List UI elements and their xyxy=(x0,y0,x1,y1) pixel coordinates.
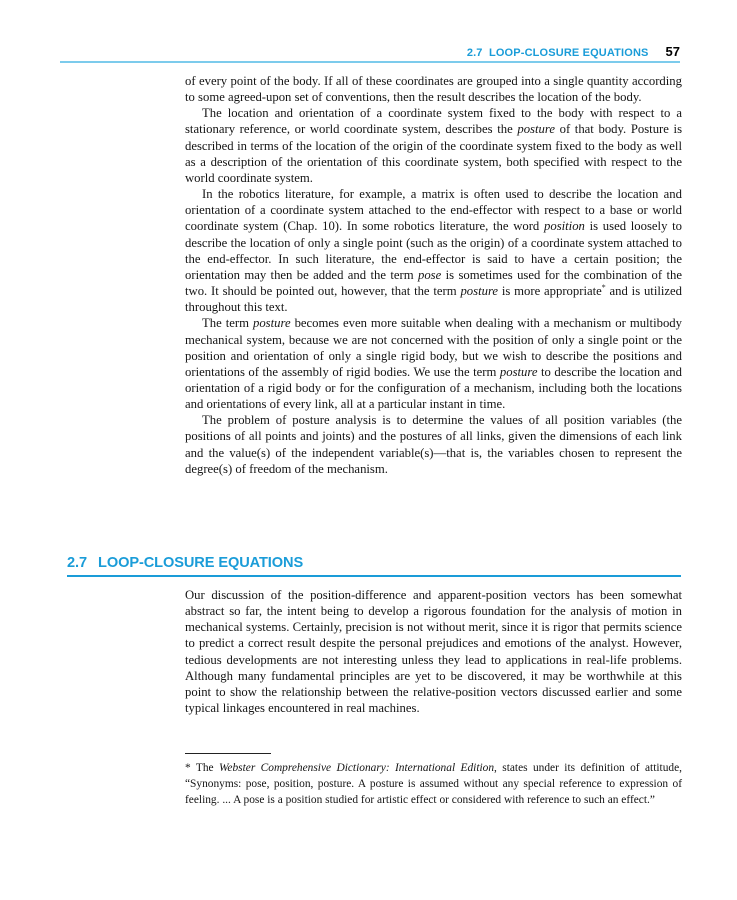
paragraph: The problem of posture analysis is to determine the values of all position variables (the positions of all points and joints) and the postures of all links, given the dimensions of each link and the value(s) of the independent variable(s)—that is, the variables chosen to represent the degree(s) of freedom of the mechanism. xyxy=(185,413,682,476)
section-number: 2.7 xyxy=(67,555,87,571)
body-text-column xyxy=(185,73,682,477)
paragraph: In the robotics literature, for example, a matrix is often used to describe the location and orientation of a coordinate system attached to the end-effector with respect to a base or world coordinate system (Chap. 10). In some robotics literature, the word position is used loosely to describe the location of only a single point (such as the origin) of a coordinate system attached to the end-effector. In such literature, the end-effector is said to have a certain position; the orientation may then be added and the term pose is sometimes used for the combination of the two. It should be pointed out, however, that the term posture is more appropriate* and is utilized throughout this text. xyxy=(185,187,683,315)
footnote-text: * The Webster Comprehensive Dictionary: International Edition, states under its definition of attitude, “Synonyms: pose, position, posture. A posture is assumed without any special reference to expression of feeling. ... A pose is a position studied for artistic effect or considered with reference to such an effect.” xyxy=(185,762,682,806)
footnote-rule xyxy=(185,753,271,754)
page-number: 57 xyxy=(665,44,680,59)
footnote xyxy=(185,753,682,808)
paragraph: Our discussion of the position-difference and apparent-position vectors has been somewhat abstract so far, the intent being to develop a rigorous foundation for the analysis of motion in mechanical systems. Certainly, precision is not without merit, since it is rigor that permits science to predict a correct result despite the personal prejudices and emotions of the analyst. However, tedious developments are not interesting unless they lead to applications in real-life problems. Although many fundamental principles are yet to be discovered, it may be worthwhile at this point to show the relationship between the relative-position vectors discussed earlier and some typical linkages encountered in real machines. xyxy=(185,588,682,716)
running-head-title: 2.7 LOOP-CLOSURE EQUATIONS xyxy=(466,47,649,59)
paragraph: The location and orientation of a coordinate system fixed to the body with respect to a stationary reference, or world coordinate system, describes the posture of that body. Posture is described in terms of the location of the origin of the coordinate system fixed to the body as well as a description of the orientation of this coordinate system, both specified with respect to the world coordinate system. xyxy=(185,106,683,185)
section-title: LOOP-CLOSURE EQUATIONS xyxy=(98,555,304,571)
section-heading xyxy=(67,555,681,577)
paragraph: The term posture becomes even more suitable when dealing with a mechanism or multibody mechanical system, because we are not concerned with the position of only a single point or the position and orientation of only a single rigid body, but we wish to describe the positions and orientations of the assembly of rigid bodies. We use the term posture to describe the location and orientation of a rigid body or for the configuration of a mechanism, including both the locations and orientations of every link, all at a particular instant in time. xyxy=(185,316,682,412)
page-header xyxy=(60,44,680,59)
header-rule xyxy=(60,61,680,63)
section-text-column xyxy=(185,587,682,716)
paragraph-continuation: of every point of the body. If all of these coordinates are grouped into a single quantity according to some agreed-upon set of conventions, then the result describes the location of the body. xyxy=(185,74,682,105)
